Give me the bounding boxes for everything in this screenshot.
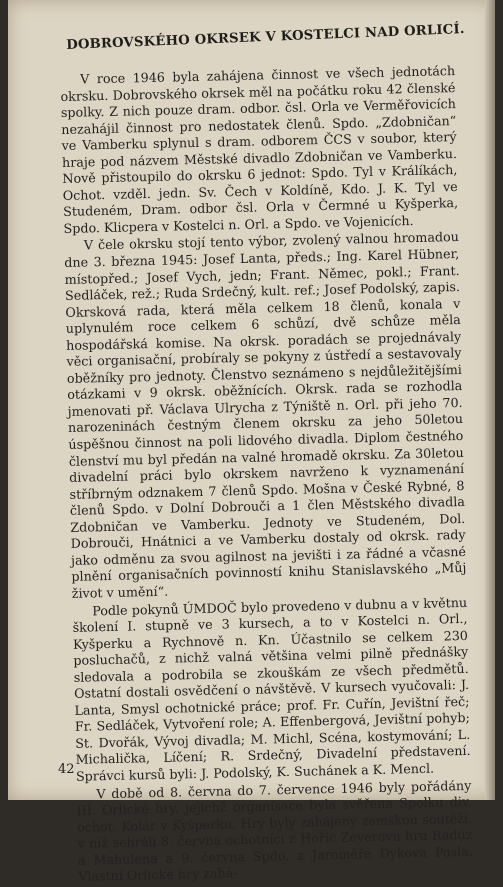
page-number: 42 (58, 762, 75, 777)
section-heading: DOBROVSKÉHO OKRSEK V KOSTELCI NAD ORLICÍ. (66, 22, 465, 53)
paragraph: V čele okrsku stojí tento výbor, zvolený valnou hromadou dne 3. března 1945: Josef Lanta, předs.; Ing. Karel Hübner, místopřed.; Josef Vych, jedn; Frant. Němec, pokl.; Frant. Sedláček, rež.; Ruda Srdečný, kult. ref.; Josef Podolský, zapis. Okrsková rada, která měla celkem 18 členů, konala v uplynulém roce celkem 6 schůzí, dvě schůze měla hospodářská komise. Na okrsk. poradách se projednávaly věci organisační, probíraly se pokyny z ústředí a sestavovaly oběžníky pro jednoty. Členstvo seznámeno s nejdůležitějšími otázkami v 9 okrsk. oběžnících. Okrsk. rada se rozhodla jmenovati př. Václava Ulrycha z Týniště n. Orl. při jeho 70. narozeninách čestným členem okrsku za jeho 50letou úspěšnou činnost na poli lidového divadla. Diplom čestného členství mu byl předán na valné hromadě okrsku. Za 30letou divadelní práci bylo okrskem navrženo k vyznamenání stříbrným odznakem 7 členů Spdo. Mošna v České Rybné, 8 členů Spdo. v Dolní Dobrouči a 1 člen Městského divadla Zdobničan ve Vamberku. Jednoty ve Studeném, Dol. Dobrouči, Hnátnici a ve Vamberku dostaly od okrsk. rady jako odměnu za svou agilnost na jevišti i za řádné a včasné plnění organisačních povinností knihu Stanislavského „Můj život v umění“. (64, 229, 467, 601)
paragraph: V době od 8. června do 7. července 1946 byly pořádány III. Orlické hry, jejichž organisace byla svěřena Spolku div. ochot. Kolár v Kyšperku. Hry byly zahájeny zemskou soutěží, v níž sehráli 8. června ochotníci z Hořic Zeyerovu hru Radúz a Mahulena a 9. června Spdo. z Jaroměře Dykova Posla. Vlastní Orlické hry zahá- (76, 777, 473, 885)
page-edge (485, 0, 495, 800)
paragraph: V roce 1946 byla zahájena činnost ve všech jednotách okrsku. Dobrovského okrsek měl na počátku roku 42 členské spolky. Z nich pouze dram. odbor. čsl. Orla ve Verměřovicích nezahájil činnost pro nedostatek členů. Spdo. „Zdobničan“ ve Vamberku splynul s dram. odborem ČCS v soubor, který hraje pod názvem Městské divadlo Zdobničan ve Vamberku. Nově přistoupilo do okrsku 6 jednot: Spdo. Tyl v Králíkách, Ochot. vzděl. jedn. Sv. Čech v Koldíně, Kdo. J. K. Tyl ve Studeném, Dram. odbor čsl. Orla v Čermné u Kyšperka, Spdo. Klicpera v Kostelci n. Orl. a Spdo. ve Vojenicích. (60, 63, 459, 236)
paragraph: Podle pokynů ÚMDOČ bylo provedeno v dubnu a v květnu školení I. stupně ve 3 kursech, a to v Kostelci n. Orl., Kyšperku a Rychnově n. Kn. Účastnilo se celkem 230 posluchačů, z nichž valná většina velmi pilně přednášky sledovala a podrobila se zkouškám ze všech předmětů. Ostatní dostali osvědčení o návštěvě. V kursech vyučovali: J. Lanta, Smysl ochotnické práce; prof. Fr. Cuřín, Jevištní řeč; Fr. Sedláček, Vytvoření role; A. Effenbergová, Jevištní pohyb; St. Dvořák, Vývoj divadla; M. Michl, Scéna, kostymování; L. Michalička, Líčení; R. Srdečný, Divadelní představení. Správci kursů byli: J. Podolský, K. Suchánek a K. Mencl. (72, 594, 471, 784)
body-text (60, 63, 473, 887)
